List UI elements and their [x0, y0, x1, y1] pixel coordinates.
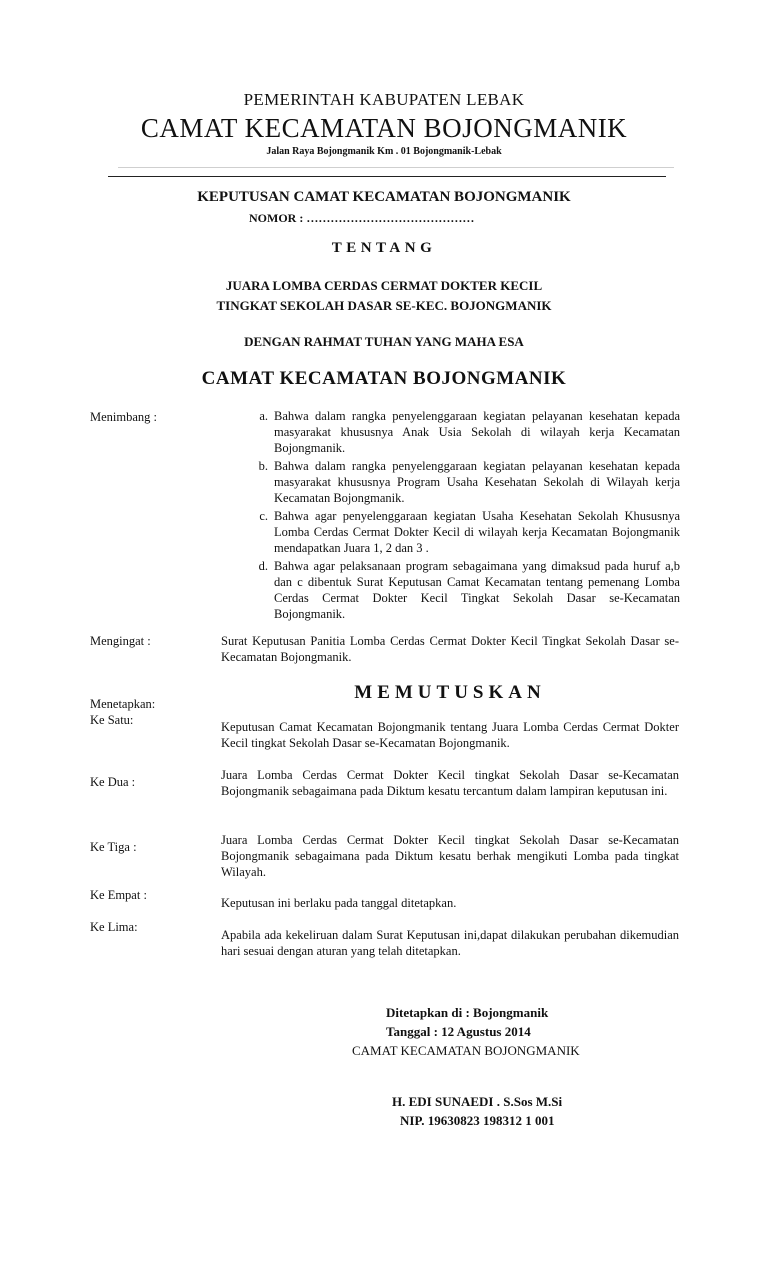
ke-lima-text: Apabila ada kekeliruan dalam Surat Keputusan ini,dapat dilakukan perubahan dikemudian hari sesuai dengan aturan yang telah ditetapkan. — [221, 928, 679, 958]
ke-lima-label: Ke Lima: — [90, 920, 138, 934]
decree-rahmat: DENGAN RAHMAT TUHAN YANG MAHA ESA — [244, 334, 524, 349]
list-item-text: Bahwa dalam rangka penyelenggaraan kegiatan pelayanan kesehatan kepada masyarakat khususnya Anak Usia Sekolah di wilayah kerja Kecamatan Bojongmanik. — [274, 409, 680, 455]
mengingat-label: Mengingat : — [90, 634, 151, 648]
ke-tiga-label: Ke Tiga : — [90, 840, 137, 854]
list-item-text: Bahwa agar pelaksanaan program sebagaimana yang dimaksud pada huruf a,b dan c dibentuk Surat Keputusan Camat Kecamatan tentang pemenang Lomba Cerdas Cermat Dokter Kecil Tingkat Sekolah Dasar se-Kecamatan Bojongmanik. — [274, 559, 680, 621]
mengingat-text: Surat Keputusan Panitia Lomba Cerdas Cermat Dokter Kecil Tingkat Sekolah Dasar se-Kecamatan Bojongmanik. — [221, 634, 679, 664]
ke-tiga-text: Juara Lomba Cerdas Cermat Dokter Kecil tingkat Sekolah Dasar se-Kecamatan Bojongmanik sebagaimana pada Diktum kesatu berhak mengikuti Lomba pada tingkat Wilayah. — [221, 833, 679, 879]
list-item — [228, 558, 680, 622]
letterhead-divider-thick — [108, 176, 666, 177]
memutuskan-heading: MEMUTUSKAN — [354, 682, 546, 703]
decree-subject-line1: JUARA LOMBA CERDAS CERMAT DOKTER KECIL — [225, 278, 543, 293]
ke-satu-label: Ke Satu: — [90, 713, 134, 727]
list-item-marker: b. — [258, 459, 268, 473]
letterhead-divider-thin — [118, 167, 674, 168]
list-item-text: Bahwa dalam rangka penyelenggaraan kegiatan pelayanan kesehatan kepada masyarakat khususnya Program Usaha Kesehatan Sekolah di Wilayah kerja Kecamatan Bojongmanik. — [274, 459, 680, 505]
ke-dua-label: Ke Dua : — [90, 775, 136, 789]
decree-tentang: TENTANG — [331, 240, 437, 256]
menimbang-list — [228, 408, 680, 624]
decree-number: NOMOR : …………………………………… — [249, 211, 475, 225]
letterhead-address: Jalan Raya Bojongmanik Km . 01 Bojongmanik-Lebak — [266, 146, 502, 157]
ke-empat-label: Ke Empat : — [90, 888, 147, 902]
list-item-marker: a. — [259, 409, 268, 423]
signature-position: CAMAT KECAMATAN BOJONGMANIK — [352, 1043, 580, 1058]
signature-date: Tanggal : 12 Agustus 2014 — [386, 1024, 531, 1039]
signature-nip: NIP. 19630823 198312 1 001 — [400, 1113, 555, 1128]
signature-place: Ditetapkan di : Bojongmanik — [386, 1005, 549, 1020]
list-item — [228, 508, 680, 556]
signature-name: H. EDI SUNAEDI . S.Sos M.Si — [392, 1094, 563, 1109]
ke-empat-text: Keputusan ini berlaku pada tanggal ditetapkan. — [221, 896, 457, 910]
decree-subject-line2: TINGKAT SEKOLAH DASAR SE-KEC. BOJONGMANIK — [216, 298, 552, 313]
decree-issuer: CAMAT KECAMATAN BOJONGMANIK — [201, 368, 567, 389]
list-item-marker: d. — [258, 559, 268, 573]
list-item-text: Bahwa agar penyelenggaraan kegiatan Usaha Kesehatan Sekolah Khususnya Lomba Cerdas Cermat Dokter Kecil di wilayah kerja Kecamatan Bojongmanik mendapatkan Juara 1, 2 dan 3 . — [274, 509, 680, 555]
decree-title: KEPUTUSAN CAMAT KECAMATAN BOJONGMANIK — [197, 189, 571, 205]
decree-subject — [0, 276, 768, 316]
list-item-marker: c. — [259, 509, 268, 523]
list-item — [228, 408, 680, 456]
menetapkan-label: Menetapkan: — [90, 697, 156, 711]
ke-dua-text: Juara Lomba Cerdas Cermat Dokter Kecil tingkat Sekolah Dasar se-Kecamatan Bojongmanik sebagaimana pada Diktum kesatu tercantum dalam lampiran keputusan ini. — [221, 768, 679, 798]
menimbang-label: Menimbang : — [90, 410, 158, 424]
letterhead-government: PEMERINTAH KABUPATEN LEBAK — [243, 90, 525, 109]
ke-satu-text: Keputusan Camat Kecamatan Bojongmanik tentang Juara Lomba Cerdas Cermat Dokter Kecil tingkat Sekolah Dasar se-Kecamatan Bojongmanik. — [221, 720, 679, 750]
letterhead-office: CAMAT KECAMATAN BOJONGMANIK — [140, 113, 628, 143]
list-item — [228, 458, 680, 506]
